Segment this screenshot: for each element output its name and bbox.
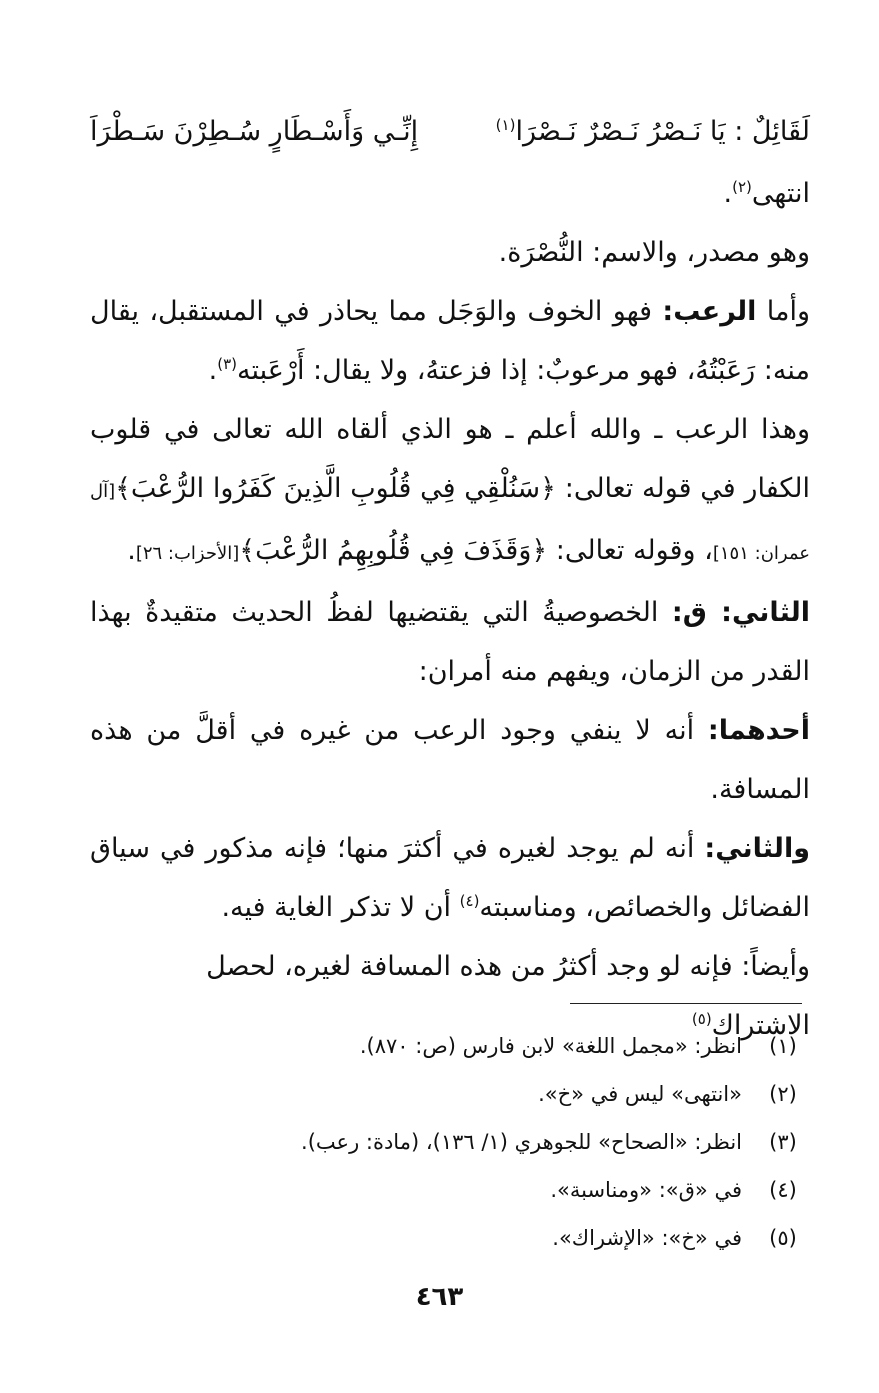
footnote-text: «انتهى» ليس في «خ». (538, 1082, 742, 1106)
paragraph-4: وهذا الرعب ـ والله أعلم ـ هو الذي ألقاه الله تعالى في قلوب الكفار في قوله تعالى: ﴿سَنُلْقِي فِي قُلُوبِ الَّذِينَ كَفَرُوا الرُّعْبَ﴾[آل عمران: ١٥١]، وقوله تعالى: ﴿وَقَذَفَ فِي قُلُوبِهِمُ الرُّعْبَ﴾[الأحزاب: ٢٦]. (90, 414, 810, 566)
quran-verse: ﴿سَنُلْقِي فِي قُلُوبِ الَّذِينَ كَفَرُوا الرُّعْبَ﴾ (115, 473, 556, 504)
footnote-text: انظر: «الصحاح» للجوهري (١/ ١٣٦)، (مادة: رعب). (301, 1130, 742, 1154)
verse-left-hemistich: إِنِّـي وَأَسْـطَارٍ سُـطِرْنَ سَـطْرَاَ (90, 116, 419, 147)
footnote-number: (٣) (769, 1130, 797, 1154)
quran-reference: [الأحزاب: ٢٦] (135, 543, 240, 564)
paragraph-6: أحدهما: أنه لا ينفي وجود الرعب من غيره في أقلَّ من هذه المسافة. (90, 715, 810, 805)
section-heading: والثاني: (704, 833, 810, 864)
quran-reference: [آل عمران: ١٥١] (90, 481, 810, 564)
verse-right-hemistich: لَقَائِلٌ : يَا نَـصْرُ نَـصْرٌ نَـصْرَا$^{(١)}$ (495, 116, 810, 147)
paragraph-3: وأما الرعب: فهو الخوف والوَجَل مما يحاذر في المستقبل، يقال منه: رَعَبْتُهُ، فهو مرعوبٌ: إذا فزعتهُ، ولا يقال: أَرْعَبته$^{(٣)}$. (90, 296, 810, 386)
poetry-verse (90, 100, 810, 164)
footnote-number: (٤) (769, 1178, 797, 1202)
term-heading: الرعب: (662, 296, 757, 327)
footnote-marker: (١) (495, 116, 516, 134)
footnote-text: في «خ»: «الإشراك». (552, 1226, 742, 1250)
footnote-item (90, 1214, 808, 1262)
footnote-marker: (٥) (691, 1010, 712, 1028)
footnote-number: (١) (769, 1034, 797, 1058)
paragraph-8: وأيضاً: فإنه لو وجد أكثرُ من هذه المسافة لغيره، لحصل الاشتراك$^{(٥)}$ (206, 951, 810, 1041)
section-heading: أحدهما: (707, 715, 810, 746)
quran-verse: ﴿وَقَذَفَ فِي قُلُوبِهِمُ الرُّعْبَ﴾ (239, 535, 548, 566)
footnote-number: (٥) (769, 1226, 797, 1250)
section-heading: الثاني: ق: (671, 597, 810, 628)
footnote-marker: (٣) (217, 355, 238, 373)
footnote-text: انظر: «مجمل اللغة» لابن فارس (ص: ٨٧٠). (359, 1034, 742, 1058)
paragraph-7: والثاني: أنه لم يوجد لغيره في أكثرَ منها؛ فإنه مذكور في سياق الفضائل والخصائص، ومناسبته$^{(٤)}$ أن لا تذكر الغاية فيه. (90, 833, 810, 923)
footnote-text: في «ق»: «ومناسبة». (550, 1178, 742, 1202)
footnote-number: (٢) (769, 1082, 797, 1106)
footnote-item (90, 1022, 808, 1070)
paragraph-5: الثاني: ق: الخصوصيةُ التي يقتضيها لفظُ الحديث متقيدةٌ بهذا القدر من الزمان، ويفهم منه أمران: (90, 597, 810, 687)
footnote-divider (570, 1003, 802, 1004)
footnote-item (90, 1070, 808, 1118)
footnote-item (90, 1166, 808, 1214)
main-text (90, 100, 810, 1055)
footnote-marker: (٢) (732, 178, 752, 196)
footnote-marker: (٤) (459, 892, 480, 910)
paragraph-2: وهو مصدر، والاسم: النُّصْرَة. (498, 237, 810, 268)
paragraph-1: انتهى$^{(٢)}$. (723, 178, 810, 209)
footnotes (90, 1022, 808, 1262)
page-number: ٤٦٣ (415, 1282, 464, 1312)
footnote-item (90, 1118, 808, 1166)
